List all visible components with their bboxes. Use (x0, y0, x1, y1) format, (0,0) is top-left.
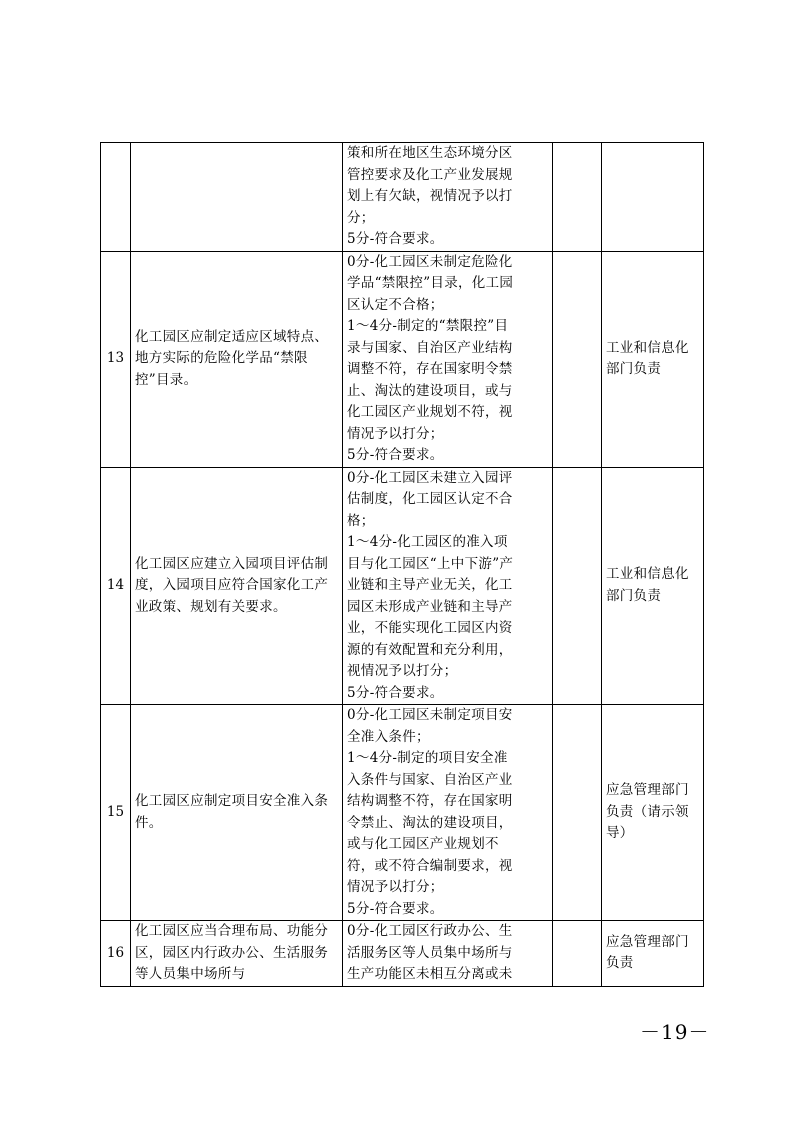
dept-cell (602, 705, 704, 921)
dept-cell (602, 921, 704, 987)
score-cell (553, 143, 602, 252)
score-cell (553, 251, 602, 467)
table-row (101, 467, 704, 705)
dept-cell (602, 251, 704, 467)
item-text: 化工园区应建立入园项目评估制度，入园项目应符合国家化工产业政策、规划有关要求。 (131, 467, 343, 705)
score-cell (553, 467, 602, 705)
row-number: 16 (101, 921, 131, 987)
table-row (101, 143, 704, 252)
dept-text: 应急管理部门负责 (606, 933, 689, 972)
score-cell (553, 705, 602, 921)
criteria-text: 0分-化工园区未制定危险化 学品“禁限控”目录，化工园 区认定不合格； 1～4分-制定的“禁限控”目 录与国家、自治区产业结构 调整不符，存在国家明令禁 止、淘汰的建设项目，或与 化工园区产业规划不符，视 情况予以打分； 5分-符合要求。 (343, 251, 553, 467)
evaluation-table (100, 142, 704, 987)
row-number: 15 (101, 705, 131, 921)
dept-text: 应急管理部门负责（请示领导） (606, 782, 689, 842)
criteria-text: 0分-化工园区行政办公、生 活服务区等人员集中场所与 生产功能区未相互分离或未 (343, 921, 553, 987)
page-number: －19－ (640, 1020, 710, 1044)
table-row (101, 705, 704, 921)
table-row (101, 921, 704, 987)
row-number: 14 (101, 467, 131, 705)
item-text: 化工园区应制定适应区域特点、地方实际的危险化学品“禁限控”目录。 (131, 251, 343, 467)
criteria-text: 0分-化工园区未建立入园评 估制度，化工园区认定不合 格； 1～4分-化工园区的准入项 目与化工园区“上中下游”产 业链和主导产业无关，化工 园区未形成产业链和主导产 业，不能实现化工园区内资 源的有效配置和充分利用， 视情况予以打分； 5分-符合要求。 (343, 467, 553, 705)
score-cell (553, 921, 602, 987)
criteria-text: 策和所在地区生态环境分区 管控要求及化工产业发展规 划上有欠缺，视情况予以打 分； 5分-符合要求。 (343, 143, 553, 252)
dept-cell (602, 467, 704, 705)
item-text: 化工园区应当合理布局、功能分区，园区内行政办公、生活服务等人员集中场所与 (131, 921, 343, 987)
table-row (101, 251, 704, 467)
dept-cell (602, 143, 704, 252)
criteria-text: 0分-化工园区未制定项目安 全准入条件； 1～4分-制定的项目安全准 入条件与国家、自治区产业 结构调整不符，存在国家明 令禁止、淘汰的建设项目， 或与化工园区产业规划不 符，或不符合编制要求，视 情况予以打分； 5分-符合要求。 (343, 705, 553, 921)
row-number (101, 143, 131, 252)
dept-text: 工业和信息化部门负责 (606, 339, 689, 377)
dept-text: 工业和信息化部门负责 (606, 566, 689, 604)
row-number: 13 (101, 251, 131, 467)
item-text: 化工园区应制定项目安全准入条件。 (131, 705, 343, 921)
item-text (131, 143, 343, 252)
